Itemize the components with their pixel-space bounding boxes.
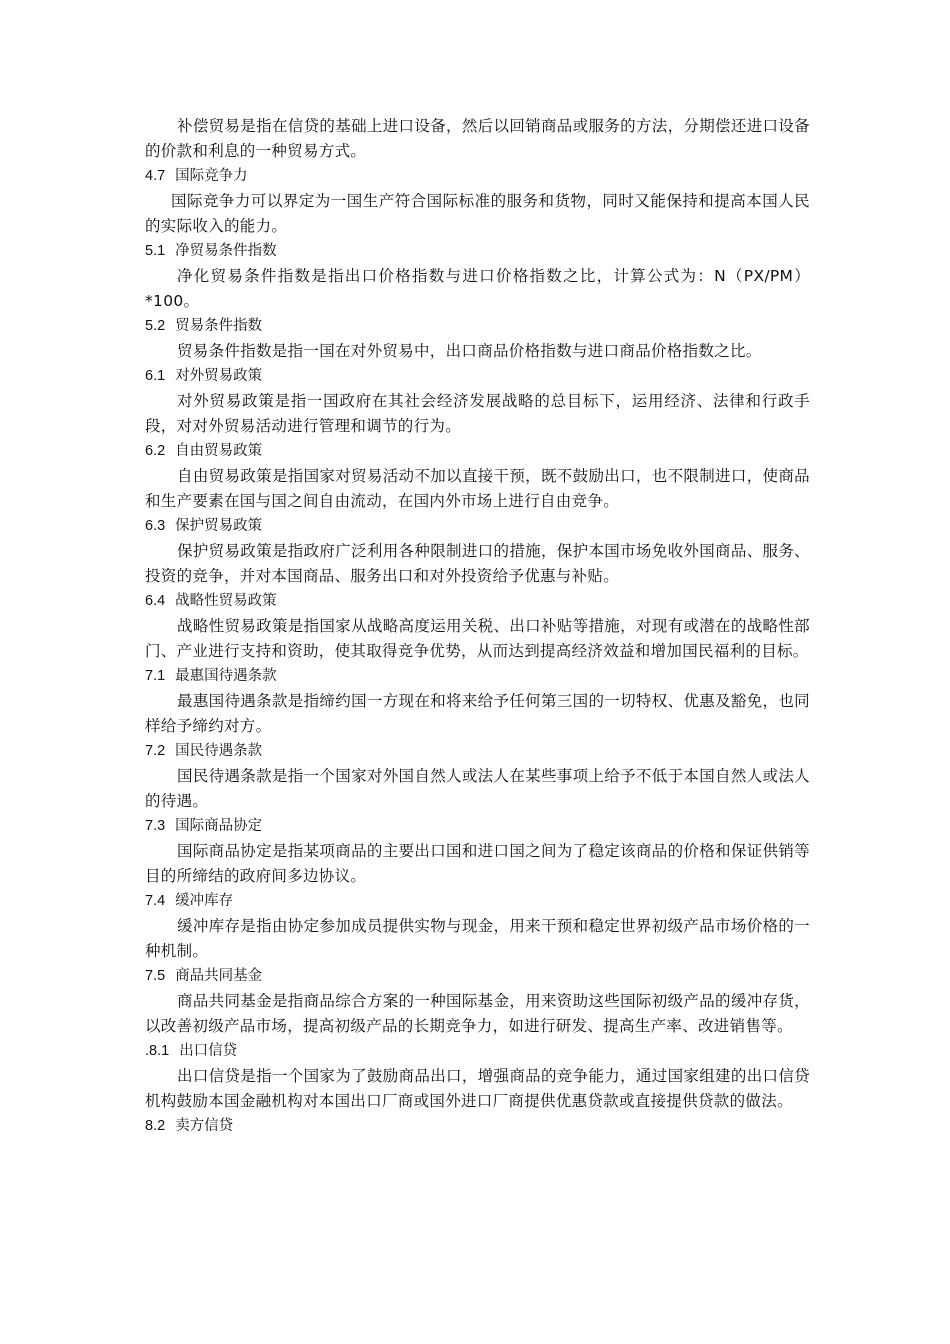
section-title: 净贸易条件指数 [175, 243, 277, 259]
section-title: 最惠国待遇条款 [175, 668, 277, 684]
section-title: 贸易条件指数 [175, 318, 263, 334]
body-paragraph: 保护贸易政策是指政府广泛利用各种限制进口的措施，保护本国市场免收外国商品、服务、投资的竞争，并对本国商品、服务出口和对外投资给予优惠与补贴。 [145, 542, 810, 585]
section-number: 4.7 [145, 168, 166, 184]
body-paragraph: 补偿贸易是指在信贷的基础上进口设备，然后以回销商品或服务的方法，分期偿还进口设备的价款和利息的一种贸易方式。 [145, 117, 810, 160]
section-title: 商品共同基金 [175, 968, 263, 984]
body-paragraph: 对外贸易政策是指一国政府在其社会经济发展战略的总目标下，运用经济、法律和行政手段，对对外贸易活动进行管理和调节的行为。 [145, 392, 810, 435]
section-number: 5.2 [145, 318, 166, 334]
section-number: 6.2 [145, 443, 166, 459]
section-heading [145, 589, 810, 614]
body-paragraph: 缓冲库存是指由协定参加成员提供实物与现金，用来干预和稳定世界初级产品市场价格的一种机制。 [145, 917, 810, 960]
section-number: 7.4 [145, 893, 166, 909]
body-paragraph: 自由贸易政策是指国家对贸易活动不加以直接干预，既不鼓励出口，也不限制进口，使商品和生产要素在国与国之间自由流动，在国内外市场上进行自由竞争。 [145, 467, 810, 510]
section-heading [145, 664, 810, 689]
section-title: 出口信贷 [179, 1043, 238, 1059]
section-title: 战略性贸易政策 [175, 593, 277, 609]
body-paragraph: 国民待遇条款是指一个国家对外国自然人或法人在某些事项上给予不低于本国自然人或法人的待遇。 [145, 767, 810, 810]
section-heading [145, 1114, 810, 1139]
body-paragraph: 战略性贸易政策是指国家从战略高度运用关税、出口补贴等措施，对现有或潜在的战略性部门、产业进行支持和资助，使其取得竞争优势，从而达到提高经济效益和增加国民福利的目标。 [145, 617, 810, 660]
body-paragraph: 国际竞争力可以界定为一国生产符合国际标准的服务和货物，同时又能保持和提高本国人民的实际收入的能力。 [145, 192, 810, 235]
body-paragraph: 国际商品协定是指某项商品的主要出口国和进口国之间为了稳定该商品的价格和保证供销等目的所缔结的政府间多边协议。 [145, 842, 810, 885]
section-heading [145, 964, 810, 989]
section-number: 6.3 [145, 518, 166, 534]
body-paragraph: 商品共同基金是指商品综合方案的一种国际基金，用来资助这些国际初级产品的缓冲存货，以改善初级产品市场，提高初级产品的长期竞争力，如进行研发、提高生产率、改进销售等。 [145, 992, 810, 1035]
section-heading [145, 814, 810, 839]
section-heading [145, 1039, 810, 1064]
section-heading [145, 239, 810, 264]
section-number: 6.1 [145, 368, 166, 384]
section-number: 7.1 [145, 668, 166, 684]
section-number: 7.5 [145, 968, 166, 984]
section-number: .8.1 [145, 1043, 170, 1059]
section-heading [145, 739, 810, 764]
section-title: 自由贸易政策 [175, 443, 263, 459]
section-heading [145, 364, 810, 389]
section-heading [145, 314, 810, 339]
section-number: 7.2 [145, 743, 166, 759]
section-title: 卖方信贷 [175, 1118, 234, 1134]
section-number: 7.3 [145, 818, 166, 834]
section-heading [145, 889, 810, 914]
section-heading [145, 439, 810, 464]
body-paragraph: 最惠国待遇条款是指缔约国一方现在和将来给予任何第三国的一切特权、优惠及豁免，也同样给予缔约对方。 [145, 692, 810, 735]
section-title: 国际竞争力 [175, 168, 248, 184]
section-title: 国际商品协定 [175, 818, 263, 834]
body-paragraph: 净化贸易条件指数是指出口价格指数与进口价格指数之比，计算公式为：N（PX/PM）*100。 [145, 267, 810, 310]
body-paragraph: 贸易条件指数是指一国在对外贸易中，出口商品价格指数与进口商品价格指数之比。 [177, 342, 762, 360]
section-title: 保护贸易政策 [175, 518, 263, 534]
section-title: 国民待遇条款 [175, 743, 263, 759]
body-paragraph: 出口信贷是指一个国家为了鼓励商品出口，增强商品的竞争能力，通过国家组建的出口信贷机构鼓励本国金融机构对本国出口厂商或国外进口厂商提供优惠贷款或直接提供贷款的做法。 [145, 1067, 810, 1110]
section-number: 6.4 [145, 593, 166, 609]
section-number: 5.1 [145, 243, 166, 259]
section-heading [145, 514, 810, 539]
section-heading [145, 164, 810, 189]
section-title: 对外贸易政策 [175, 368, 263, 384]
section-title: 缓冲库存 [175, 893, 234, 909]
section-number: 8.2 [145, 1118, 166, 1134]
document-page [145, 114, 810, 1139]
